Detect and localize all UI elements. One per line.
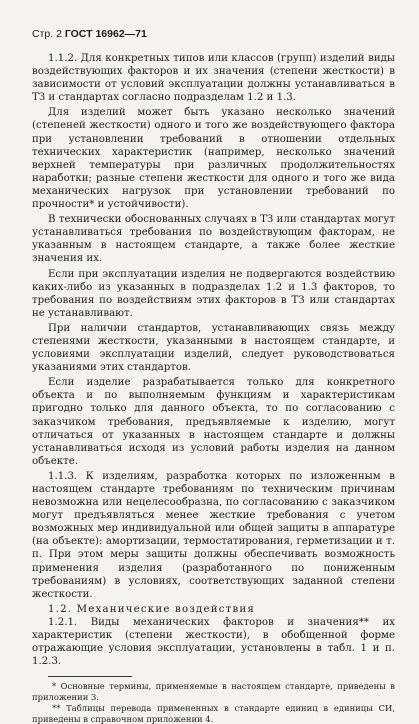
page-header: [32, 28, 395, 40]
section-heading: 1.2. Механические воздействия: [48, 603, 256, 615]
standard-number: ГОСТ 16962—71: [64, 28, 147, 40]
paragraph: Для изделий может быть указано несколько значений (степеней жесткости) одного и того же воздействующего фактора при установлении требований в отношении отдельных технических характеристик (например, несколько значений верхней температуры при различных продолжительностях наработки; разные степени жесткости для одного и того же вида механических нагрузок при установлении требований по прочности* и устойчивости).: [32, 107, 395, 211]
paragraph: Если изделие разрабатывается только для конкретного объекта и по выполняемым функциям и характеристикам пригодно только для данного объекта, то по согласованию с заказчиком требования, предъявляемые к изделию, могут отличаться от указанных в настоящем стандарте и должны устанавливаться исходя из условий работы изделия на данном объекте.: [32, 377, 395, 467]
paragraph: 1.1.2. Для конкретных типов или классов (групп) изделий виды воздействующих факторов и их значения (степени жесткости) в зависимости от условий эксплуатации должны устанавливаться в ТЗ и стандартах согласно подразделам 1.2 и 1.3.: [32, 53, 395, 104]
footnote: * Основные термины, применяемые в настоящем стандарте, приведены в приложении 3.: [32, 681, 395, 702]
paragraph: Если при эксплуатации изделия не подвергаются воздействию каких-либо из указанных в подразделах 1.2 и 1.3 факторов, то требования по воздействиям этих факторов в ТЗ или стандартах не устанавливают.: [32, 268, 395, 319]
paragraph: При наличии стандартов, устанавливающих связь между степенями жесткости, указанными в настоящем стандарте, и условиями эксплуатации изделий, следует руководствоваться указаниями этих стандартов.: [32, 322, 395, 374]
footnote: ** Таблицы перевода примененных в стандарте единиц в единицы СИ, приведены в справочном приложении 4.: [32, 703, 395, 724]
paragraph: 1.1.3. К изделиям, разработка которых по изложенным в настоящем стандарте требованиям по техническим причинам невозможна или нецелесообразна, по согласованию с заказчиком могут предъявляться менее жесткие требования с учетом возможных мер индивидуальной или общей защиты в аппаратуре (на объекте): амортизации, термостатирования, герметизации и т. п. При этом меры защиты должны обеспечивать возможность применения изделия (разработанного по пониженным требованиям) в условиях, соответствующих заданной степени жесткости.: [32, 470, 395, 600]
page-number: Стр. 2: [32, 28, 62, 40]
footnote-divider: [48, 676, 132, 677]
paragraph: 1.2.1. Виды механических факторов и значения** их характеристик (степени жесткости), в обобщенной форме отражающие условия эксплуатации, установлены в табл. 1 и п. 1.2.3.: [32, 616, 395, 668]
paragraph: В технически обоснованных случаях в ТЗ или стандартах могут устанавливаться требования по воздействующим факторам, не указанным в настоящем стандарте, а также более жесткие значения их.: [32, 214, 395, 265]
